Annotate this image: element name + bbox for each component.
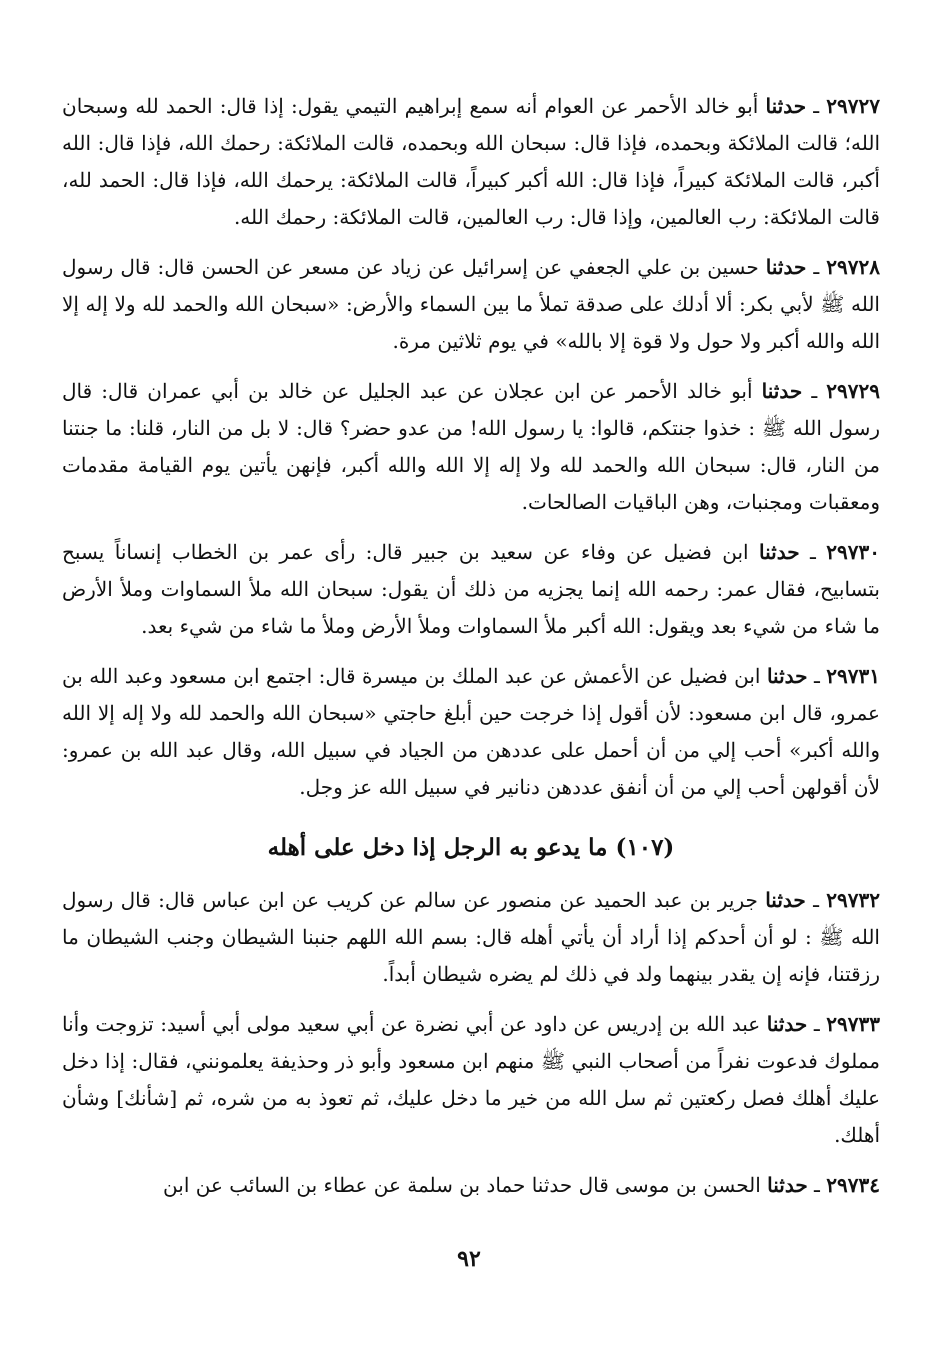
- hadith-number: ٢٩٧٣٣: [826, 1012, 880, 1036]
- hadith-29727: ٢٩٧٢٧ ـ حدثنا أبو خالد الأحمر عن العوام أنه سمع إبراهيم التيمي يقول: إذا قال: الحمد لله وسبحان الله؛ قالت الملائكة وبحمده، فإذا قال: سبحان الله وبحمده، قالت الملائكة: رحمك الله، فإذا قال: الله أكبر، قالت الملائكة كبيراً، فإذا قال: الله أكبر كبيراً، قالت الملائكة: يرحمك الله، فإذا قال: الحمد لله، قالت الملائكة: رب العالمين، وإذا قال: رب العالمين، قالت الملائكة: رحمك الله.: [62, 94, 880, 229]
- hadith-intro: حدثنا: [765, 94, 807, 118]
- hadith-text: الحسن بن موسى قال حدثنا حماد بن سلمة عن عطاء بن السائب عن ابن: [163, 1173, 761, 1197]
- hadith-number: ٢٩٧٣٤: [826, 1173, 880, 1197]
- hadith-number: ٢٩٧٣٠: [826, 540, 881, 564]
- hadith-intro: حدثنا: [761, 379, 803, 403]
- hadith-text: ابن فضيل عن الأعمش عن عبد الملك بن ميسرة قال: اجتمع ابن مسعود وعبد الله بن عمرو، قال ابن مسعود: لأن أقول إذا خرجت حين أبلغ حاجتي «سبحان الله والحمد لله ولا إله إلا الله والله أكبر» أحب إلي من أن أحمل على عددهن من الجياد في سبيل الله، وقال عبد الله بن عمرو: لأن أقولهن أحب إلي من أن أنفق عددهن دنانير في سبيل الله عز وجل.: [62, 664, 880, 799]
- hadith-number: ٢٩٧٢٧: [826, 94, 880, 118]
- hadith-text: أبو خالد الأحمر عن ابن عجلان عن عبد الجليل عن خالد بن أبي عمران قال: قال رسول الله ﷺ : خذوا جنتكم، قالوا: يا رسول الله! من عدو حضر؟ قال: لا بل من النار، قلنا: ما جنتنا من النار، قال: سبحان الله والحمد لله ولا إله إلا الله والله أكبر، فإنهن يأتين يوم القيامة مقدمات ومعقبات ومجنبات، وهن الباقيات الصالحات.: [62, 379, 880, 514]
- hadith-intro: حدثنا: [759, 540, 800, 564]
- hadith-intro: حدثنا: [766, 1012, 808, 1036]
- hadith-text: جرير بن عبد الحميد عن منصور عن سالم عن كريب عن ابن عباس قال: قال رسول الله ﷺ : لو أن أحدكم إذا أراد أن يأتي أهله قال: بسم الله اللهم جنبنا الشيطان وجنب الشيطان ما رزقتنا، فإنه إن يقدر بينهما ولد في ذلك لم يضره شيطان أبداً.: [62, 888, 880, 986]
- hadith-intro: حدثنا: [766, 664, 808, 688]
- hadith-number: ٢٩٧٢٩: [826, 379, 880, 403]
- hadith-29732: ٢٩٧٣٢ ـ حدثنا جرير بن عبد الحميد عن منصور عن سالم عن كريب عن ابن عباس قال: قال رسول الله ﷺ : لو أن أحدكم إذا أراد أن يأتي أهله قال: بسم الله اللهم جنبنا الشيطان وجنب الشيطان ما رزقتنا، فإنه إن يقدر بينهما ولد في ذلك لم يضره شيطان أبداً.: [62, 888, 880, 986]
- hadith-intro: حدثنا: [767, 1173, 808, 1197]
- hadith-29728: ٢٩٧٢٨ ـ حدثنا حسين بن علي الجعفي عن إسرائيل عن زياد عن مسعر عن الحسن قال: قال رسول الله ﷺ لأبي بكر: ألا أدلك على صدقة تملأ ما بين السماء والأرض: «سبحان الله والحمد لله ولا إله إلا الله والله أكبر ولا حول ولا قوة إلا بالله» في يوم ثلاثين مرة.: [62, 255, 881, 353]
- hadith-text: أبو خالد الأحمر عن العوام أنه سمع إبراهيم التيمي يقول: إذا قال: الحمد لله وسبحان الله؛ قالت الملائكة وبحمده، فإذا قال: سبحان الله وبحمده، قالت الملائكة: رحمك الله، فإذا قال: الله أكبر، قالت الملائكة كبيراً، فإذا قال: الله أكبر كبيراً، قالت الملائكة: يرحمك الله، فإذا قال: الحمد لله، قالت الملائكة: رب العالمين، وإذا قال: رب العالمين، قالت الملائكة: رحمك الله.: [62, 94, 880, 229]
- hadith-text: عبد الله بن إدريس عن داود عن أبي نضرة عن أبي سعيد مولى أبي أسيد: تزوجت وأنا مملوك فدعوت نفراً من أصحاب النبي ﷺ منهم ابن مسعود وأبو ذر وحذيفة يعلمونني، فقال: إذا دخل عليك أهلك فصل ركعتين ثم سل الله من خير ما دخل عليك، ثم تعوذ به من شره، ثم [شأنك] وشأن أهلك.: [62, 1012, 880, 1147]
- hadith-text: حسين بن علي الجعفي عن إسرائيل عن زياد عن مسعر عن الحسن قال: قال رسول الله ﷺ لأبي بكر: ألا أدلك على صدقة تملأ ما بين السماء والأرض: «سبحان الله والحمد لله ولا إله إلا الله والله أكبر ولا حول ولا قوة إلا بالله» في يوم ثلاثين مرة.: [62, 255, 880, 353]
- page-body: [62, 88, 880, 1217]
- hadith-intro: حدثنا: [765, 255, 807, 279]
- hadith-text: ابن فضيل عن وفاء عن سعيد بن جبير قال: رأى عمر بن الخطاب إنساناً يسبح بتسابيح، فقال عمر: رحمه الله إنما يجزيه من ذلك أن يقول: سبحان الله ملأ السماوات وملأ الأرض ما شاء من شيء بعد ويقول: الله أكبر ملأ السماوات وملأ الأرض وملأ ما شاء من شيء بعد.: [62, 540, 880, 638]
- hadith-29729: ٢٩٧٢٩ ـ حدثنا أبو خالد الأحمر عن ابن عجلان عن عبد الجليل عن خالد بن أبي عمران قال: قال رسول الله ﷺ : خذوا جنتكم، قالوا: يا رسول الله! من عدو حضر؟ قال: لا بل من النار، قلنا: ما جنتنا من النار، قال: سبحان الله والحمد لله ولا إله إلا الله والله أكبر، فإنهن يأتين يوم القيامة مقدمات ومعقبات ومجنبات، وهن الباقيات الصالحات.: [62, 379, 880, 514]
- page-number: ٩٢: [457, 1246, 481, 1272]
- hadith-number: ٢٩٧٣١: [826, 664, 881, 688]
- hadith-29730: ٢٩٧٣٠ ـ حدثنا ابن فضيل عن وفاء عن سعيد بن جبير قال: رأى عمر بن الخطاب إنساناً يسبح بتسابيح، فقال عمر: رحمه الله إنما يجزيه من ذلك أن يقول: سبحان الله ملأ السماوات وملأ الأرض ما شاء من شيء بعد ويقول: الله أكبر ملأ السماوات وملأ الأرض وملأ ما شاء من شيء بعد.: [62, 540, 881, 638]
- hadith-29734: ٢٩٧٣٤ ـ حدثنا الحسن بن موسى قال حدثنا حماد بن سلمة عن عطاء بن السائب عن ابن: [163, 1173, 880, 1197]
- hadith-intro: حدثنا: [765, 888, 806, 912]
- hadith-number: ٢٩٧٣٢: [826, 888, 880, 912]
- hadith-29731: ٢٩٧٣١ ـ حدثنا ابن فضيل عن الأعمش عن عبد الملك بن ميسرة قال: اجتمع ابن مسعود وعبد الله بن عمرو، قال ابن مسعود: لأن أقول إذا خرجت حين أبلغ حاجتي «سبحان الله والحمد لله ولا إله إلا الله والله أكبر» أحب إلي من أن أحمل على عددهن من الجياد في سبيل الله، وقال عبد الله بن عمرو: لأن أقولهن أحب إلي من أن أنفق عددهن دنانير في سبيل الله عز وجل.: [62, 664, 881, 799]
- hadith-number: ٢٩٧٢٨: [826, 255, 881, 279]
- chapter-heading: (١٠٧) ما يدعو به الرجل إذا دخل على أهله: [267, 834, 675, 861]
- hadith-29733: ٢٩٧٣٣ ـ حدثنا عبد الله بن إدريس عن داود عن أبي نضرة عن أبي سعيد مولى أبي أسيد: تزوجت وأنا مملوك فدعوت نفراً من أصحاب النبي ﷺ منهم ابن مسعود وأبو ذر وحذيفة يعلمونني، فقال: إذا دخل عليك أهلك فصل ركعتين ثم سل الله من خير ما دخل عليك، ثم تعوذ به من شره، ثم [شأنك] وشأن أهلك.: [62, 1012, 880, 1147]
